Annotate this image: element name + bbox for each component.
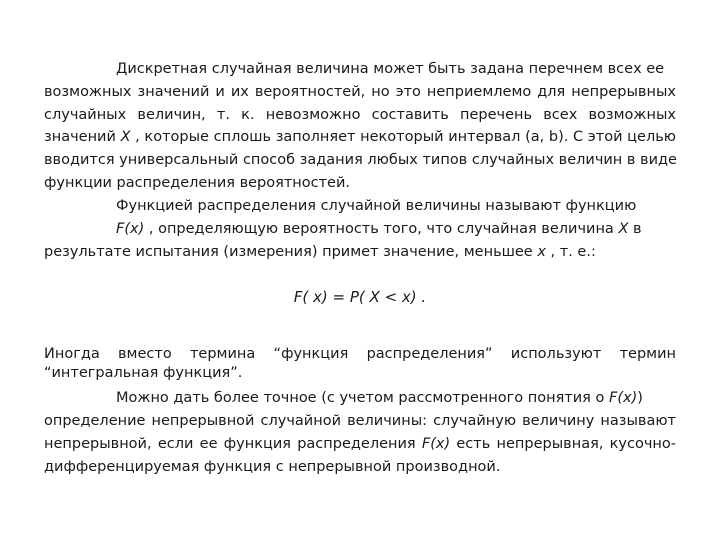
para3-line2: “интегральная функция”.: [44, 365, 243, 381]
para2-line2: F(x) , определяющую вероятность того, что случайная величина X в: [116, 221, 642, 237]
para1-line5: вводится универсальный способ задания любых типов случайных величин в виде: [44, 152, 677, 168]
para1-line3: случайных величин, т. к. невозможно составить перечень всех возможных: [44, 107, 676, 123]
para4-line4: дифференцируемая функция с непрерывной производной.: [44, 459, 501, 475]
para3-line1: Иногда вместо термина “функция распределения” используют термин: [44, 346, 676, 362]
para1-line2: возможных значений и их вероятностей, но это неприемлемо для непрерывных: [44, 84, 676, 100]
para4-line1: Можно дать более точное (с учетом рассмотренного понятия о F(x)): [116, 390, 643, 406]
para4-line3: непрерывной, если ее функция распределения F(x) есть непрерывная, кусочно-: [44, 436, 676, 452]
para4-line2: определение непрерывной случайной величины: случайную величину называют: [44, 413, 676, 429]
formula: F( x) = P( X < x) .: [293, 288, 427, 306]
para1-line4: значений X , которые сплошь заполняет некоторый интервал (a, b). С этой целью: [44, 129, 676, 145]
para2-line1: Функцией распределения случайной величины называют функцию: [116, 198, 637, 214]
para2-line3: результате испытания (измерения) примет значение, меньшее x , т. е.:: [44, 244, 596, 260]
para1-line1: Дискретная случайная величина может быть задана перечнем всех ее: [116, 61, 665, 77]
para1-line6: функции распределения вероятностей.: [44, 175, 351, 191]
